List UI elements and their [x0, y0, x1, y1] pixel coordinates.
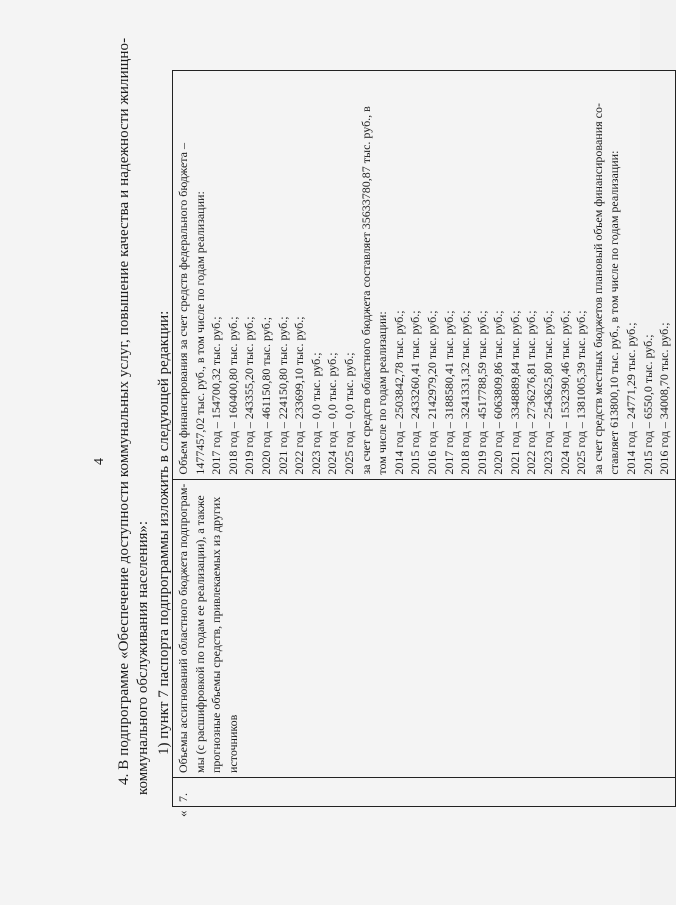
content-line: 2016 год – 34008,70 тыс. руб.; [657, 322, 672, 475]
label-line: прогнозные объемы средств, привлекаемых из других [209, 496, 224, 773]
row-label-cell [173, 479, 676, 777]
content-line: 2016 год – 2142979,20 тыс. руб.; [424, 310, 439, 475]
content-line: 2019 год – 4517788,59 тыс. руб.; [474, 310, 489, 475]
content-line: 2017 год – 154700,32 тыс. руб.; [209, 316, 224, 475]
content-line: 2024 год – 1532390,46 тыс. руб.; [557, 310, 572, 475]
content-line: 2021 год – 3348889,84 тыс. руб.; [507, 310, 522, 475]
section-heading: 4. В подпрограмме «Обеспечение доступности коммунальных услуг, повышение качества и надежности жилищно- [116, 37, 132, 785]
content-line: 2020 год – 6063809,86 тыс. руб.; [491, 310, 506, 475]
content-line: за счет средств местных бюджетов плановый объем финансирования со- [590, 103, 605, 475]
content-line: 2022 год – 2736276,81 тыс. руб.; [524, 310, 539, 475]
content-line: том числе по годам реализации: [375, 311, 390, 475]
content-line: за счет средств областного бюджета составляет 35633780,87 тыс. руб., в [358, 106, 373, 475]
section-heading-continuation: коммунального обслуживания населения»: [135, 520, 151, 795]
content-line: 2018 год – 3241331,32 тыс. руб.; [458, 310, 473, 475]
row-number-cell: 7. [173, 778, 676, 807]
content-line: 2023 год – 0,0 тыс. руб.; [308, 352, 323, 475]
content-line: 2017 год – 3188580,41 тыс. руб.; [441, 310, 456, 475]
content-line: 2024 год – 0,0 тыс. руб.; [325, 352, 340, 475]
content-line: 2022 год – 233699,10 тыс. руб.; [292, 316, 307, 475]
content-line: 2020 год – 461150,80 тыс. руб.; [258, 316, 273, 475]
subsection-heading: 1) пункт 7 паспорта подпрограммы изложить в следующей редакции: [156, 310, 172, 755]
label-line: источников [225, 714, 240, 773]
label-line: Объемы ассигнований областного бюджета подпрограм- [176, 483, 190, 773]
content-line: 2025 год – 0,0 тыс. руб.; [341, 352, 356, 475]
content-line: 2014 год – 2503842,78 тыс. руб.; [391, 310, 406, 475]
label-line: мы (с расшифровкой по годам ее реализации), а также [192, 495, 207, 773]
page-number: 4 [92, 458, 107, 465]
content-line: Объем финансирования за счет средств федерального бюджета – [176, 143, 190, 475]
content-line: 2019 год – 243355,20 тыс. руб.; [242, 316, 257, 475]
content-line: 2021 год – 224150,80 тыс. руб.; [275, 316, 290, 475]
content-line: 2015 год – 6550,0 тыс. руб.; [640, 334, 655, 475]
content-line: 2014 год – 24771,29 тыс. руб.; [624, 322, 639, 475]
content-line: 2023 год – 2543625,80 тыс. руб.; [541, 310, 556, 475]
opening-quote-mark: « [175, 810, 190, 817]
content-line: 2015 год – 2433260,41 тыс. руб.; [408, 310, 423, 475]
content-line: 2018 год – 160400,80 тыс. руб.; [225, 316, 240, 475]
row-content-cell [173, 71, 676, 480]
passport-table [172, 70, 676, 807]
content-line: ставляет 613800,10 тыс. руб., в том числе по годам реализации: [607, 150, 622, 475]
content-line: 2025 год – 1381005,39 тыс. руб.; [574, 310, 589, 475]
content-line: 1477457,02 тыс. руб., в том числе по годам реализации: [192, 191, 207, 475]
table-row [173, 71, 676, 807]
